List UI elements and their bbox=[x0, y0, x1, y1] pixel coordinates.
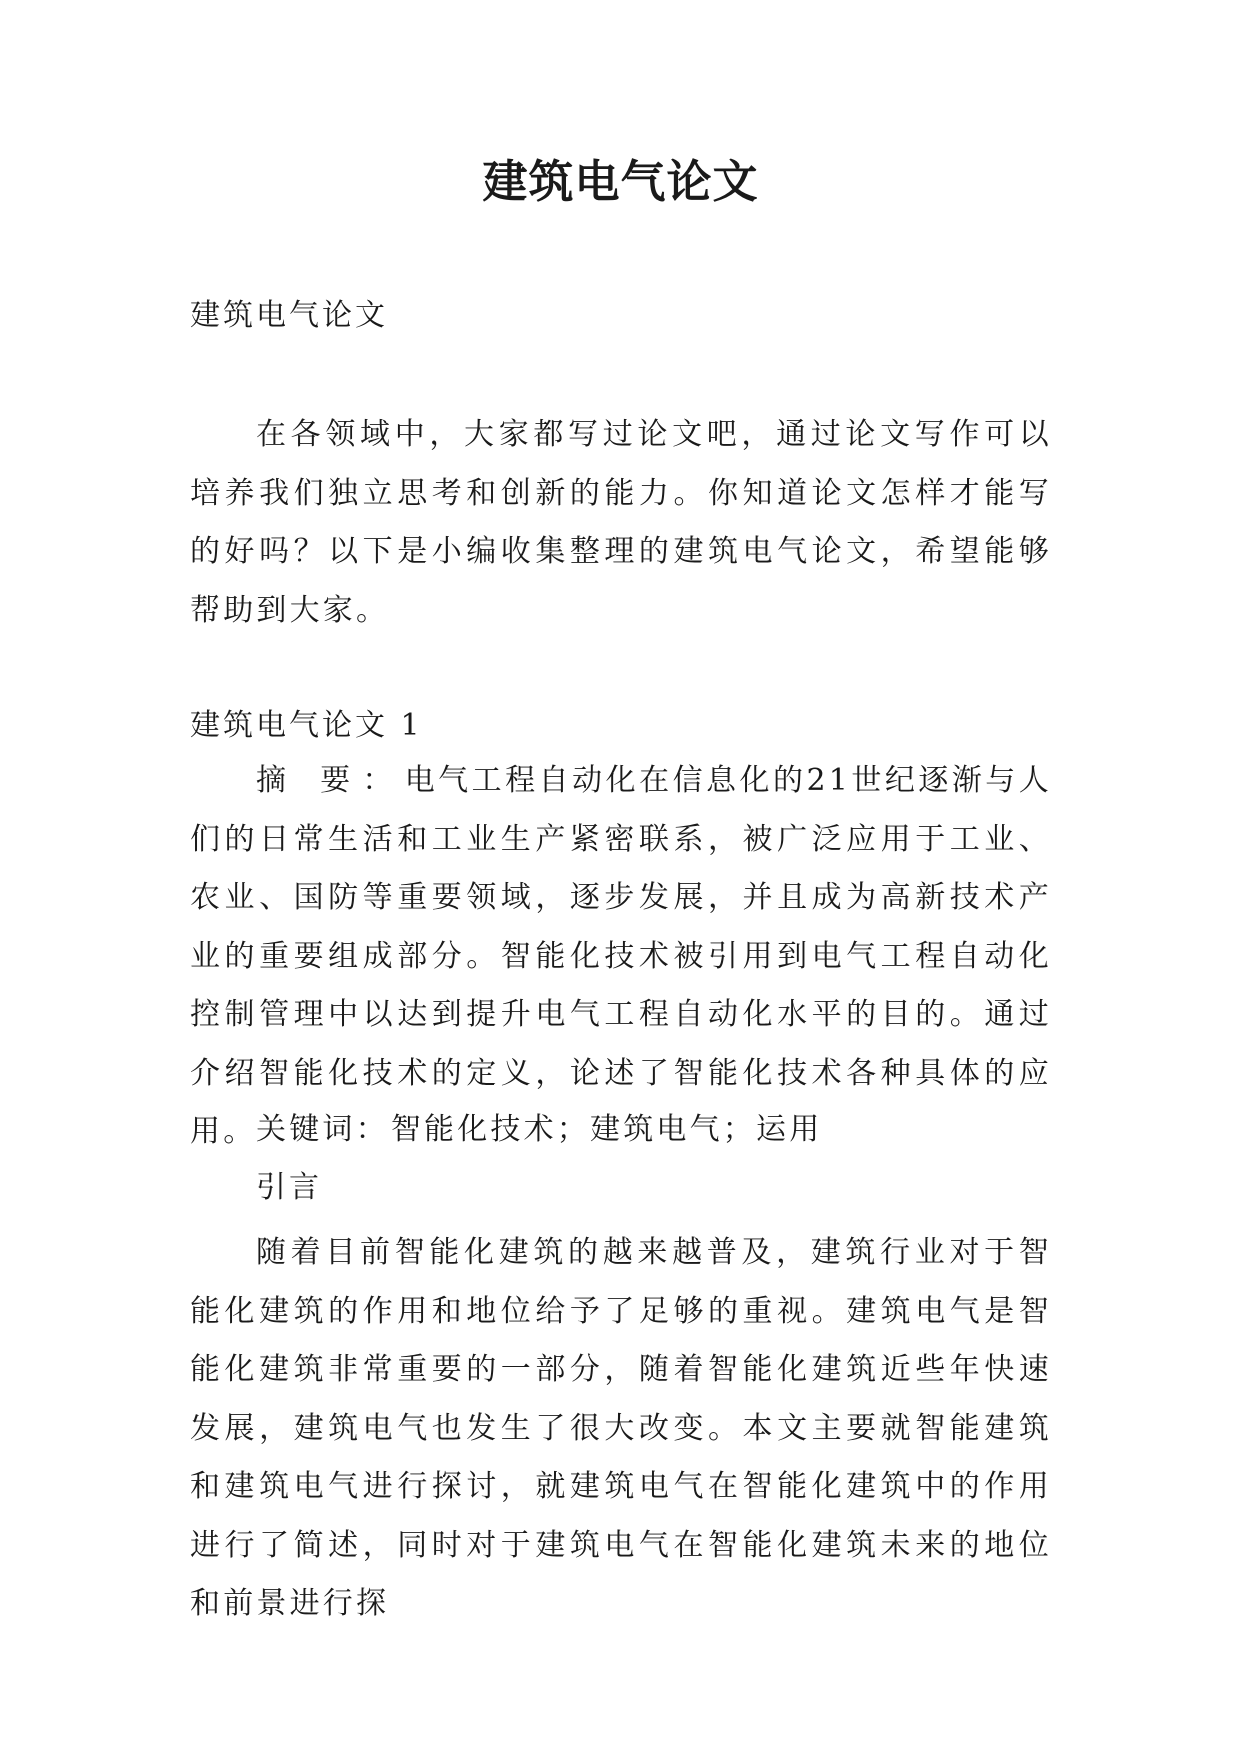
abstract-label: 摘 要： bbox=[256, 763, 405, 798]
document-title: 建筑电气论文 bbox=[482, 155, 759, 208]
abstract-text: 电气工程自动化在信息化的21世纪逐渐与人们的日常生活和工业生产紧密联系，被广泛应用于工业、农业、国防等重要领域，逐步发展，并且成为高新技术产业的重要组成部分。智能化技术被引用到电气工程自动化控制管理中以达到提升电气工程自动化水平的目的。通过介绍智能化技术的定义，论述了智能化技术各种具体的应用。 bbox=[190, 763, 1052, 1149]
keywords-text: 智能化技术；建筑电气；运用 bbox=[390, 1112, 823, 1147]
keywords-line bbox=[256, 1106, 822, 1154]
keywords-label: 关键词： bbox=[256, 1112, 389, 1147]
section-heading: 建筑电气论文 1 bbox=[190, 708, 423, 743]
intro-paragraph: 在各领域中，大家都写过论文吧，通过论文写作可以培养我们独立思考和创新的能力。你知道论文怎样才能写的好吗？以下是小编收集整理的建筑电气论文，希望能够帮助到大家。 bbox=[190, 417, 1052, 628]
abstract-paragraph bbox=[190, 752, 1052, 1162]
introduction-heading: 引言 bbox=[256, 1170, 322, 1205]
body-paragraph: 随着目前智能化建筑的越来越普及，建筑行业对于智能化建筑的作用和地位给予了足够的重视。建筑电气是智能化建筑非常重要的一部分，随着智能化建筑近些年快速发展，建筑电气也发生了很大改变。本文主要就智能建筑和建筑电气进行探讨，就建筑电气在智能化建筑中的作用进行了简述，同时对于建筑电气在智能化建筑未来的地位和前景进行探 bbox=[190, 1235, 1052, 1621]
document-subtitle: 建筑电气论文 bbox=[190, 298, 388, 333]
